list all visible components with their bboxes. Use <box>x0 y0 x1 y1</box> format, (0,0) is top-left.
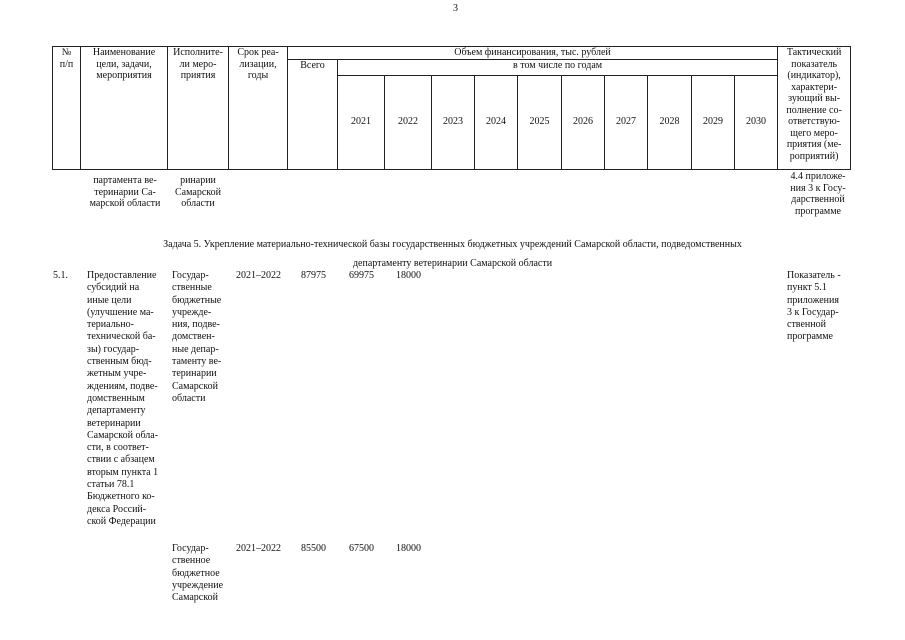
year-2027: 2027 <box>605 75 648 169</box>
header-indicator: Тактический показатель (индикатор), характери- зующий вы- полнение со- ответствую- щего меро- приятия (ме- роприятий) <box>778 47 851 170</box>
year-2028: 2028 <box>648 75 692 169</box>
row-indicator: Показатель - пункт 5.1 приложения 3 к Государ- ственной программе <box>787 270 841 343</box>
year-2029: 2029 <box>692 75 735 169</box>
year-2026: 2026 <box>562 75 605 169</box>
row-2022: 18000 <box>396 270 421 281</box>
row-total: 87975 <box>301 270 326 281</box>
continuation-name: партамента ве- теринарии Са- марской области <box>89 175 161 209</box>
header-num: № п/п <box>53 47 81 170</box>
header-total: Всего <box>288 59 338 169</box>
continuation-executor: ринарии Самарской области <box>175 175 221 209</box>
year-2030: 2030 <box>735 75 778 169</box>
row-term: 2021–2022 <box>236 270 281 281</box>
year-2022: 2022 <box>385 75 432 169</box>
header-executor: Исполните- ли меро- приятия <box>168 47 229 170</box>
row-name: Предоставление субсидий на иные цели (улучшение ма- териально- технической ба- зы) государ- ственным бюд- жетным учре- ждениям, подве- домственным департаменту ветеринарии Самарской обла- сти, в соответ- ствии с абзацем вторым пункта 1 статьи 78.1 Бюджетного ко- декса Россий- ской Федерации <box>87 270 159 527</box>
row-number: 5.1. <box>53 270 68 281</box>
row2-executor: Государ- ственное бюджетное учреждение Самарской <box>172 543 224 604</box>
year-2021: 2021 <box>338 75 385 169</box>
year-2025: 2025 <box>518 75 562 169</box>
continuation-indicator: 4.4 приложе- ния 3 к Госу- дарственной программе <box>790 171 846 217</box>
year-2024: 2024 <box>475 75 518 169</box>
row2-term: 2021–2022 <box>236 543 281 554</box>
row2-2021: 67500 <box>349 543 374 554</box>
task-title: Задача 5. Укрепление материально-технической базы государственных бюджетных учреждений Самарской области, подведомственных департаменту ветеринарии Самарской области <box>163 239 742 269</box>
header-by-years: в том числе по годам <box>338 59 778 75</box>
page-number: 3 <box>453 3 458 14</box>
header-funding: Объем финансирования, тыс. рублей <box>288 47 778 60</box>
header-term: Срок реа- лизации, годы <box>229 47 288 170</box>
row2-total: 85500 <box>301 543 326 554</box>
row-executor: Государ- ственные бюджетные учрежде- ния, подве- домствен- ные депар- таменту ве- теринарии Самарской области <box>172 270 222 404</box>
year-2023: 2023 <box>432 75 475 169</box>
header-table <box>52 46 851 170</box>
header-name: Наименование цели, задачи, мероприятия <box>81 47 168 170</box>
row-2021: 69975 <box>349 270 374 281</box>
row2-2022: 18000 <box>396 543 421 554</box>
